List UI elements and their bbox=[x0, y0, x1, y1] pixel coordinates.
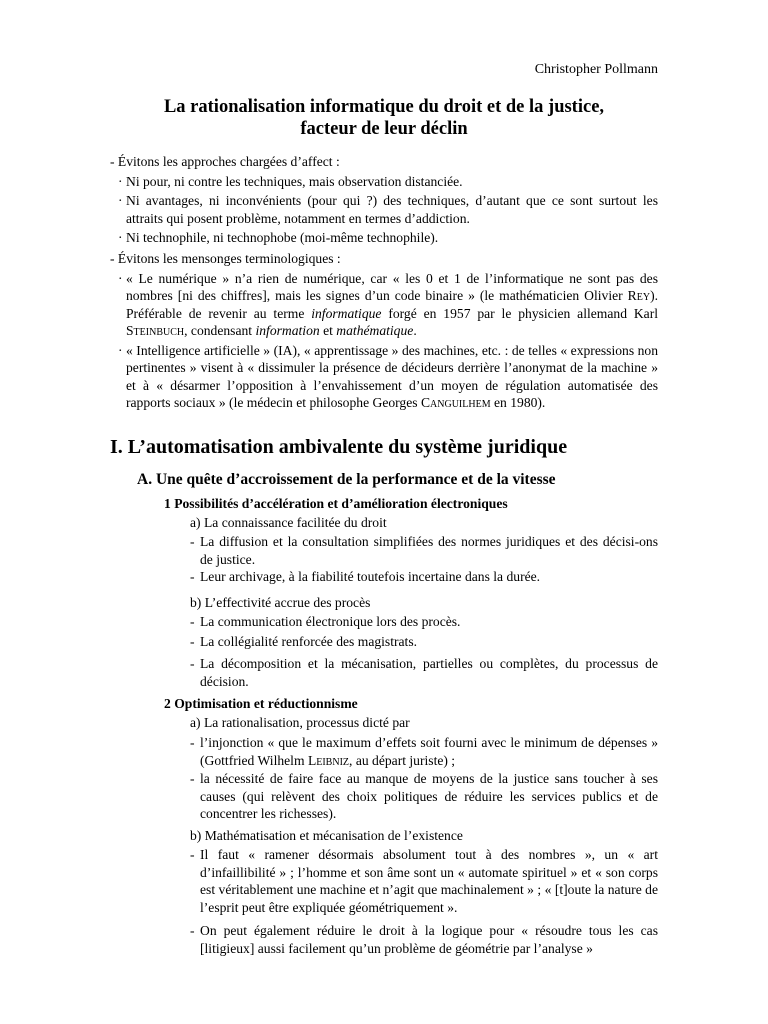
author-name: Christopher Pollmann bbox=[534, 62, 658, 77]
point-heading-a: a) La connaissance facilitée du droit bbox=[190, 515, 387, 530]
list-item: - La collégialité renforcée des magistrats. bbox=[190, 634, 418, 649]
list-item: - Il faut « ramener désormais absolument tout à des nombres », un « art d’infaillibilité » ; l’homme et son âme sont un « automate spirituel » et « son corps est véritablement une machine et n’agit que machinalement » ; « [t]oute la nature de l’esprit peut être expliquée géométriquement ». bbox=[190, 847, 658, 915]
list-item: - l’injonction « que le maximum d’effets soit fourni avec le minimum de dépenses » (Gottfried Wilhelm Leibniz, au départ juriste) ; bbox=[190, 735, 658, 768]
document-title bbox=[110, 96, 658, 140]
list-item: · Ni avantages, ni inconvénients (pour qui ?) des techniques, d’autant que ce sont surtout les attraits qui posent problème, notamment en termes d’addiction. bbox=[118, 193, 658, 226]
point-heading-a: a) La rationalisation, processus dicté par bbox=[190, 715, 410, 730]
list-item: · « Le numérique » n’a rien de numérique, car « les 0 et 1 de l’informatique ne sont pas des nombres [ni des chiffres], mais les signes d’un code binaire » (le mathématicien Olivier Rey). Préférable de revenir au terme informatique forgé en 1957 par le physicien allemand Karl Steinbuch, condensant information et mathématique. bbox=[118, 270, 659, 338]
list-item: · Ni pour, ni contre les techniques, mais observation distanciée. bbox=[118, 173, 463, 189]
list-item: - La décomposition et la mécanisation, partielles ou complètes, du processus de décision. bbox=[190, 656, 658, 689]
intro-group-terminology bbox=[110, 250, 658, 412]
subsection-heading: A. Une quête d’accroissement de la performance et de la vitesse bbox=[137, 471, 556, 488]
list-item: - On peut également réduire le droit à la logique pour « résoudre tous les cas [litigieux] aussi facilement qu’un problème de géométrie par l’analyse » bbox=[190, 923, 658, 956]
list-item: - La diffusion et la consultation simplifiées des normes juridiques et des décisi-ons de justice. bbox=[190, 534, 658, 567]
title-line-1: La rationalisation informatique du droit et de la justice, bbox=[163, 97, 605, 117]
intro-group-affect bbox=[110, 153, 658, 247]
section-heading: I. L’automatisation ambivalente du système juridique bbox=[110, 436, 568, 458]
part-heading-1: 1 Possibilités d’accélération et d’amélioration électroniques bbox=[164, 496, 508, 511]
title-line-2: facteur de leur déclin bbox=[300, 119, 468, 139]
point-heading-b: b) Mathématisation et mécanisation de l’existence bbox=[190, 828, 463, 843]
intro-heading-affect: - Évitons les approches chargées d’affect : bbox=[110, 154, 340, 169]
part-heading-2: 2 Optimisation et réductionnisme bbox=[164, 696, 358, 711]
point-heading-b: b) L’effectivité accrue des procès bbox=[190, 595, 371, 610]
list-item: · Ni technophile, ni technophobe (moi-même technophile). bbox=[118, 230, 439, 245]
list-item: - la nécessité de faire face au manque de moyens de la justice sans toucher à ses causes (qui relèvent des choix politiques de réduire les services publics et de concentrer les richesses). bbox=[190, 771, 658, 821]
list-item: - Leur archivage, à la fiabilité toutefois incertaine dans la durée. bbox=[190, 569, 541, 584]
list-item: - La communication électronique lors des procès. bbox=[190, 614, 461, 629]
list-item: · « Intelligence artificielle » (IA), « apprentissage » des machines, etc. : de telles « expressions non pertinentes » visent à « dissimuler la présence de décideurs derrière l’anonymat de la machine » et à « désarmer l’opposition à l’envahissement d’un moyen de régulation automatisée des rapports sociaux » (le médecin et philosophe Georges Canguilhem en 1980). bbox=[118, 342, 658, 410]
intro-heading-terminology: - Évitons les mensonges terminologiques : bbox=[110, 251, 341, 266]
